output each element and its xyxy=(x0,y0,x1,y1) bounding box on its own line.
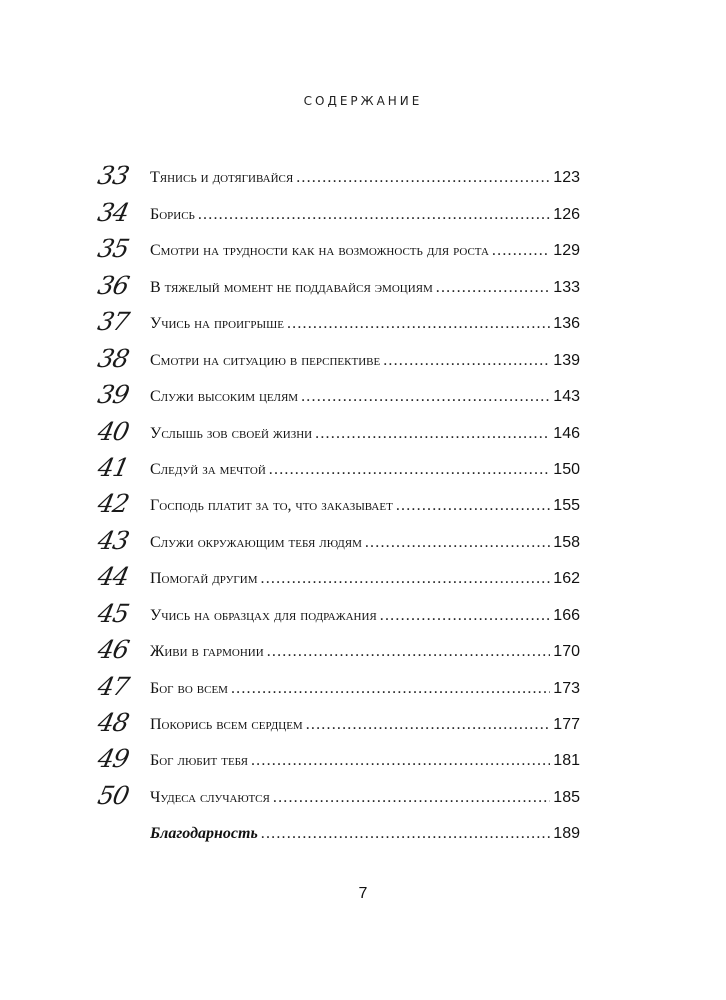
chapter-title: Учись на проигрыше xyxy=(150,315,284,333)
page-number: 177 xyxy=(553,716,580,733)
chapter-title: Услышь зов своей жизни xyxy=(150,424,313,442)
chapter-number: 41 xyxy=(95,452,132,482)
dot-leader xyxy=(261,569,551,589)
dot-leader xyxy=(231,679,550,699)
chapter-number: 33 xyxy=(95,161,132,191)
chapter-title: Чудеса случаются xyxy=(150,788,270,806)
page-number: 155 xyxy=(553,497,580,515)
dot-leader xyxy=(365,533,550,553)
toc-entry[interactable] xyxy=(95,411,580,447)
toc-entry[interactable] xyxy=(95,265,580,301)
chapter-title: Смотри на ситуацию в перспективе xyxy=(150,351,381,369)
toc-entry[interactable] xyxy=(95,448,580,484)
chapter-number: 35 xyxy=(95,234,132,264)
page-number: 143 xyxy=(553,388,580,406)
toc-entry[interactable] xyxy=(95,739,580,775)
chapter-title: Господь платит за то, что заказывает xyxy=(150,497,393,515)
page-number: 166 xyxy=(553,606,580,624)
page-number: 126 xyxy=(553,205,580,223)
toc-entry[interactable] xyxy=(95,375,580,411)
page-number: 123 xyxy=(553,169,580,187)
chapter-number: 49 xyxy=(95,744,132,774)
dot-leader xyxy=(306,715,551,735)
dot-leader xyxy=(296,168,550,188)
chapter-title: Смотри на трудности как на возможность для роста xyxy=(150,242,489,260)
chapter-number: 50 xyxy=(95,780,132,810)
chapter-number: 45 xyxy=(95,598,132,628)
folio-page-number: 7 xyxy=(358,885,368,902)
table-of-contents xyxy=(95,156,580,848)
dot-leader xyxy=(396,496,550,516)
dot-leader xyxy=(301,387,550,407)
toc-entry[interactable] xyxy=(95,229,580,265)
chapter-number: 48 xyxy=(95,708,132,737)
page-number: 173 xyxy=(553,679,580,697)
page-number: 170 xyxy=(553,643,580,661)
chapter-number: 47 xyxy=(95,671,132,701)
dot-leader xyxy=(267,642,551,662)
dot-leader xyxy=(251,751,550,771)
toc-entry[interactable] xyxy=(95,630,580,666)
chapter-title: Тянись и дотягивайся xyxy=(150,169,294,187)
toc-entry[interactable] xyxy=(95,192,580,228)
chapter-title: В тяжелый момент не поддавайся эмоциям xyxy=(150,278,433,296)
chapter-title: Служи окружающим тебя людям xyxy=(150,533,362,551)
chapter-title: Живи в гармонии xyxy=(150,643,264,661)
dot-leader xyxy=(198,205,550,225)
page-number: 189 xyxy=(553,825,580,843)
page-number: 136 xyxy=(553,315,580,333)
chapter-number: 46 xyxy=(95,635,132,665)
toc-entry[interactable] xyxy=(95,593,580,629)
chapter-title: Бог любит тебя xyxy=(150,752,248,770)
dot-leader xyxy=(273,788,550,808)
toc-entry[interactable] xyxy=(95,520,580,556)
dot-leader xyxy=(315,424,550,444)
dot-leader xyxy=(261,824,551,844)
chapter-number: 34 xyxy=(95,197,132,227)
toc-entry[interactable] xyxy=(95,338,580,374)
dot-leader xyxy=(383,351,550,371)
chapter-title: Служи высоким целям xyxy=(150,388,299,406)
toc-entry[interactable] xyxy=(95,775,580,811)
chapter-number: 42 xyxy=(95,489,132,519)
chapter-title: Следуй за мечтой xyxy=(150,460,266,478)
chapter-number: 40 xyxy=(95,416,132,446)
contents-heading: СОДЕРЖАНИЕ xyxy=(303,94,423,108)
chapter-title: Борись xyxy=(150,205,195,223)
chapter-number: 38 xyxy=(95,343,132,373)
page-number: 185 xyxy=(553,788,580,806)
dot-leader xyxy=(269,460,551,480)
chapter-number: 36 xyxy=(95,270,132,300)
toc-entry[interactable] xyxy=(95,484,580,520)
chapter-title: Бог во всем xyxy=(150,679,228,697)
page-number: 162 xyxy=(553,570,580,588)
toc-entry[interactable] xyxy=(95,156,580,192)
chapter-number: 44 xyxy=(95,562,132,592)
chapter-title: Покорись всем сердцем xyxy=(150,716,303,733)
dot-leader xyxy=(287,314,550,334)
page-number: 129 xyxy=(553,242,580,260)
chapter-title: Помогай другим xyxy=(150,570,258,588)
dot-leader xyxy=(492,241,550,261)
chapter-title: Учись на образцах для подражания xyxy=(150,606,377,624)
dot-leader xyxy=(380,606,551,626)
chapter-number: 43 xyxy=(95,525,132,555)
dot-leader xyxy=(436,278,551,298)
toc-entry[interactable] xyxy=(95,703,580,739)
page-number: 181 xyxy=(553,752,580,770)
toc-entry[interactable] xyxy=(95,302,580,338)
page-number: 150 xyxy=(553,460,580,478)
page-number: 133 xyxy=(553,278,580,296)
acknowledgements-title: Благодарность xyxy=(150,825,258,843)
toc-entry-acknowledgements[interactable] xyxy=(98,812,580,848)
page-number: 158 xyxy=(553,533,580,551)
chapter-number xyxy=(98,846,150,848)
page-number: 139 xyxy=(553,351,580,369)
toc-entry[interactable] xyxy=(95,557,580,593)
toc-entry[interactable] xyxy=(95,666,580,702)
page-number: 146 xyxy=(553,424,580,442)
chapter-number: 39 xyxy=(95,380,132,410)
chapter-number: 37 xyxy=(95,307,132,337)
